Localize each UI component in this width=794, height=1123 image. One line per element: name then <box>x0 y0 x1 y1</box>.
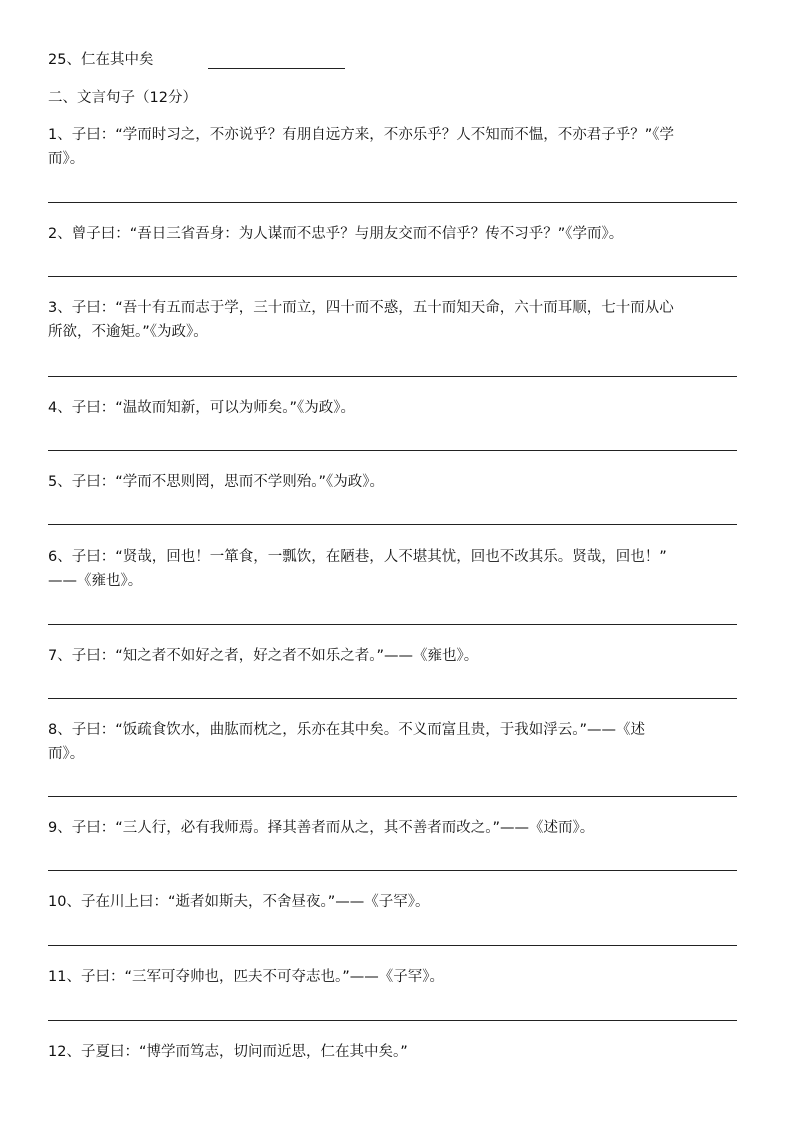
question-1-line-2: 而》。 <box>48 151 85 167</box>
answer-line-2[interactable] <box>48 276 737 277</box>
question-2-line-1: 2、曾子曰：“吾日三省吾身：为人谋而不忠乎？与朋友交而不信乎？传不习乎？”《学而》。 <box>48 226 624 242</box>
answer-line-11[interactable] <box>48 1020 737 1021</box>
question-9-line-1: 9、子曰：“三人行，必有我师焉。择其善者而从之，其不善者而改之。”——《述而》。 <box>48 820 595 836</box>
question-8-line-1: 8、子曰：“饭疏食饮水，曲肱而枕之，乐亦在其中矣。不义而富且贵，于我如浮云。”——《述 <box>48 722 645 738</box>
question-6-line-1: 6、子曰：“贤哉，回也！一箪食，一瓢饮，在陋巷，人不堪其忧，回也不改其乐。贤哉，回也！” <box>48 549 667 565</box>
question-3-line-2: 所欲，不逾矩。”《为政》。 <box>48 324 208 340</box>
question-10-line-1: 10、子在川上曰：“逝者如斯夫，不舍昼夜。”——《子罕》。 <box>48 894 430 910</box>
question-4-line-1: 4、子曰：“温故而知新，可以为师矣。”《为政》。 <box>48 400 355 416</box>
section-heading: 二、文言句子（12分） <box>48 90 197 106</box>
answer-line-7[interactable] <box>48 698 737 699</box>
question-11-line-1: 11、子曰：“三军可夺帅也，匹夫不可夺志也。”——《子罕》。 <box>48 969 444 985</box>
answer-line-8[interactable] <box>48 796 737 797</box>
answer-line-10[interactable] <box>48 945 737 946</box>
question-5-line-1: 5、子曰：“学而不思则罔，思而不学则殆。”《为政》。 <box>48 474 384 490</box>
question-3-line-1: 3、子曰：“吾十有五而志于学，三十而立，四十而不惑，五十而知天命，六十而耳顺，七十而从心 <box>48 300 674 316</box>
answer-line-1[interactable] <box>48 202 737 203</box>
answer-line-3[interactable] <box>48 376 737 377</box>
question-6-line-2: ——《雍也》。 <box>48 573 143 589</box>
answer-line-6[interactable] <box>48 624 737 625</box>
item-25: 25、仁在其中矣 <box>48 52 154 68</box>
question-12-line-1: 12、子夏曰：“博学而笃志，切问而近思，仁在其中矣。” <box>48 1044 408 1060</box>
answer-line-5[interactable] <box>48 524 737 525</box>
answer-blank-25[interactable] <box>208 68 345 69</box>
question-8-line-2: 而》。 <box>48 746 85 762</box>
question-1-line-1: 1、子曰：“学而时习之，不亦说乎？有朋自远方来，不亦乐乎？人不知而不愠，不亦君子乎？”《学 <box>48 127 674 143</box>
answer-line-4[interactable] <box>48 450 737 451</box>
question-7-line-1: 7、子曰：“知之者不如好之者，好之者不如乐之者。”——《雍也》。 <box>48 648 479 664</box>
answer-line-9[interactable] <box>48 870 737 871</box>
